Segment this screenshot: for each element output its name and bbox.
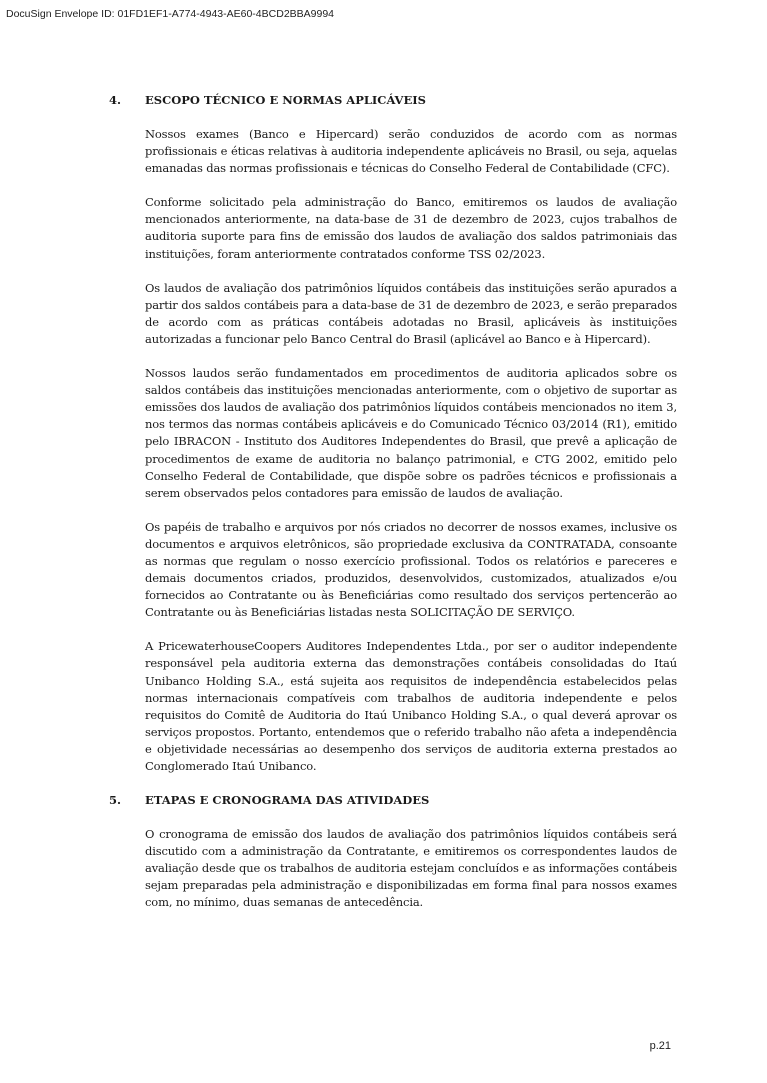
section-4-paragraph-2: Conforme solicitado pela administração do Banco, emitiremos os laudos de avaliação mencionados anteriormente, na data-base de 31 de dezembro de 2023, cujos trabalhos de auditoria suporte para fins de emissão dos laudos de avaliação dos saldos patrimoniais das instituições, foram anteriormente contratados conforme TSS 02/2023. bbox=[145, 195, 677, 261]
section-5-title: ETAPAS E CRONOGRAMA DAS ATIVIDADES bbox=[145, 793, 430, 808]
section-5-heading bbox=[109, 792, 677, 809]
section-4-paragraph-5: Os papéis de trabalho e arquivos por nós criados no decorrer de nossos exames, inclusive os documentos e arquivos eletrônicos, são propriedade exclusiva da CONTRATADA, consoante as normas que regulam o nosso exercício profissional. Todos os relatórios e pareceres e demais documentos criados, produzidos, desenvolvidos, customizados, atualizados e/ou fornecidos ao Contratante ou às Beneficiárias como resultado dos serviços pertencerão ao Contratante ou às Beneficiárias listadas nesta SOLICITAÇÃO DE SERVIÇO. bbox=[145, 519, 677, 620]
section-4-title: ESCOPO TÉCNICO E NORMAS APLICÁVEIS bbox=[145, 93, 426, 107]
document-body bbox=[109, 92, 677, 912]
page-number: p.21 bbox=[649, 1040, 671, 1052]
section-4-paragraph-6: A PricewaterhouseCoopers Auditores Independentes Ltda., por ser o auditor independente responsável pela auditoria externa das demonstrações contábeis consolidadas do Itaú Unibanco Holding S.A., está sujeita aos requisitos de independência estabelecidos pelas normas internacionais compatíveis com trabalhos de auditoria independente e pelos requisitos do Comitê de Auditoria do Itaú Unibanco Holding S.A., o qual deverá aprovar os serviços propostos. Portanto, entendemos que o referido trabalho não afeta a independência e objetividade necessárias ao desempenho dos serviços de auditoria externa prestados ao Conglomerado Itaú Unibanco. bbox=[145, 639, 677, 773]
section-4-heading bbox=[109, 92, 677, 109]
section-5-paragraph-1: O cronograma de emissão dos laudos de avaliação dos patrimônios líquidos contábeis será discutido com a administração da Contratante, e emitiremos os correspondentes laudos de avaliação desde que os trabalhos de auditoria estejam concluídos e as informações contábeis sejam preparadas pela administração e disponibilizadas em forma final para nossos exames com, no mínimo, duas semanas de antecedência. bbox=[145, 827, 677, 910]
section-4-paragraph-3: Os laudos de avaliação dos patrimônios líquidos contábeis das instituições serão apurados a partir dos saldos contábeis para a data-base de 31 de dezembro de 2023, e serão preparados de acordo com as práticas contábeis adotadas no Brasil, aplicáveis às instituições autorizadas a funcionar pelo Banco Central do Brasil (aplicável ao Banco e à Hipercard). bbox=[145, 280, 677, 346]
docusign-envelope-id: DocuSign Envelope ID: 01FD1EF1-A774-4943-AE60-4BCD2BBA9994 bbox=[6, 8, 335, 20]
section-4-paragraph-1: Nossos exames (Banco e Hipercard) serão conduzidos de acordo com as normas profissionais e éticas relativas à auditoria independente aplicáveis no Brasil, ou seja, aquelas emanadas das normas profissionais e técnicas do Conselho Federal de Contabilidade (CFC). bbox=[145, 127, 677, 176]
section-4-paragraph-4: Nossos laudos serão fundamentados em procedimentos de auditoria aplicados sobre os saldos contábeis das instituições mencionadas anteriormente, com o objetivo de suportar as emissões dos laudos de avaliação dos patrimônios líquidos contábeis mencionados no item 3, nos termos das normas contábeis aplicáveis e do Comunicado Técnico 03/2014 (R1), emitido pelo IBRACON - Instituto dos Auditores Independentes do Brasil, que prevê a aplicação de procedimentos de exame de auditoria no balanço patrimonial, e CTG 2002, emitido pelo Conselho Federal de Contabilidade, que dispõe sobre os padrões técnicos e profissionais a serem observados pelos contadores para emissão de laudos de avaliação. bbox=[145, 366, 677, 500]
section-4-number: 4. bbox=[109, 93, 122, 107]
section-5-number: 5. bbox=[109, 793, 122, 808]
